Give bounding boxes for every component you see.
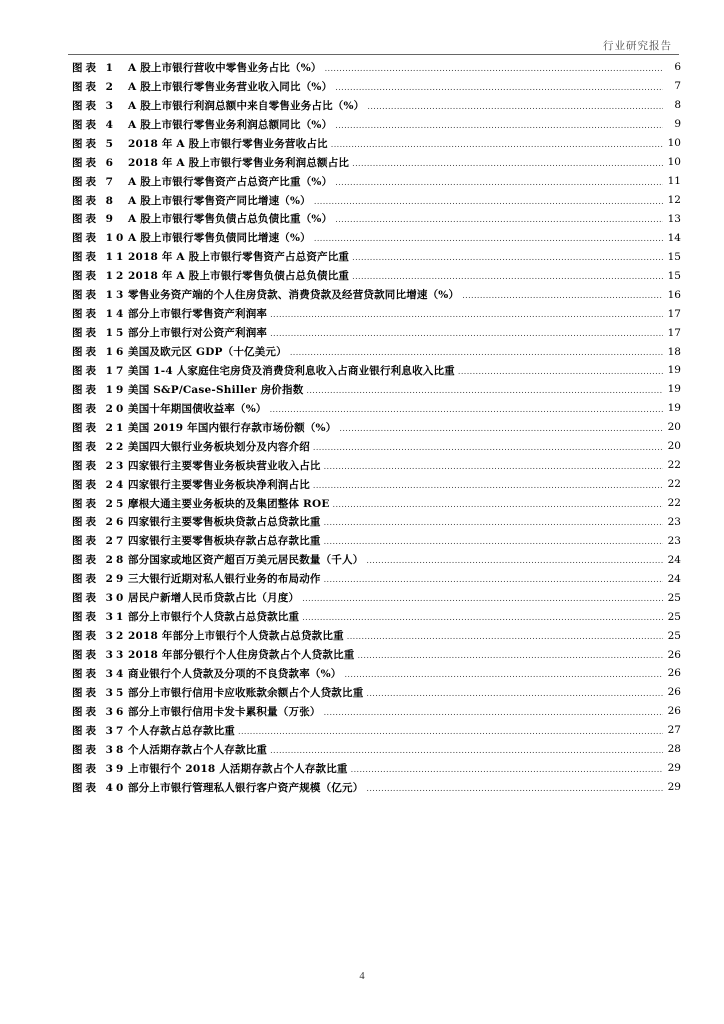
- toc-entry-page: 19: [667, 383, 681, 396]
- toc-entry-label: 图表 32: [72, 630, 127, 643]
- toc-entry-page: 26: [667, 705, 681, 718]
- toc-entry-title: 居民户新增人民币贷款占比（月度）: [128, 592, 300, 605]
- toc-entry-label: 图表 14: [72, 308, 127, 321]
- toc-entry[interactable]: [72, 96, 681, 115]
- toc-entry-title: A 股上市银行零售负债同比增速（%）: [128, 232, 311, 245]
- toc-entry[interactable]: [72, 228, 681, 247]
- toc-entry-page: 17: [667, 307, 681, 320]
- toc-entry-page: 10: [667, 156, 681, 169]
- toc-entry-title: 2018 年 A 股上市银行零售负债占总负债比重: [128, 270, 350, 283]
- toc-leader-dots: [306, 387, 663, 399]
- toc-entry-page: 13: [667, 212, 681, 225]
- toc-entry-label: 图表 7: [72, 175, 116, 188]
- toc-entry-page: 29: [667, 781, 681, 794]
- toc-entry-title: A 股上市银行零售资产同比增速（%）: [128, 194, 311, 207]
- toc-entry-title: 四家银行主要零售板块贷款占总贷款比重: [128, 516, 321, 529]
- toc-entry-page: 6: [674, 61, 681, 74]
- toc-entry[interactable]: [72, 191, 681, 210]
- toc-entry-page: 11: [667, 175, 681, 188]
- toc-entry-page: 22: [667, 478, 681, 491]
- toc-entry-page: 14: [667, 231, 681, 244]
- toc-entry[interactable]: [72, 550, 681, 569]
- toc-entry-label: 图表 40: [72, 781, 127, 794]
- toc-entry-title: 摩根大通主要业务板块的及集团整体 ROE: [128, 497, 330, 510]
- toc-entry-page: 19: [667, 402, 681, 415]
- toc-entry-title: 商业银行个人贷款及分项的不良贷款率（%）: [128, 667, 342, 680]
- header-rule: [68, 54, 679, 55]
- toc-entry[interactable]: [72, 399, 681, 418]
- toc-leader-dots: [367, 103, 663, 115]
- toc-entry[interactable]: [72, 323, 681, 342]
- toc-entry-page: 29: [667, 762, 681, 775]
- toc-entry-label: 图表 39: [72, 762, 127, 775]
- toc-entry-page: 28: [667, 743, 681, 756]
- toc-entry-label: 图表 9: [72, 213, 116, 226]
- toc-entry-label: 图表 2: [72, 80, 116, 93]
- toc-entry-page: 16: [667, 288, 681, 301]
- toc-entry-page: 27: [667, 724, 681, 737]
- toc-entry[interactable]: [72, 437, 681, 456]
- toc-entry[interactable]: [72, 77, 681, 96]
- toc-entry-label: 图表 29: [72, 573, 127, 586]
- toc-leader-dots: [333, 501, 663, 513]
- toc-entry-page: 9: [674, 118, 681, 131]
- toc-entry-label: 图表 25: [72, 497, 127, 510]
- toc-entry[interactable]: [72, 115, 681, 134]
- toc-entry-page: 25: [667, 629, 681, 642]
- toc-leader-dots: [335, 84, 663, 96]
- toc-entry-label: 图表 1: [72, 61, 116, 74]
- toc-entry-label: 图表 12: [72, 270, 127, 283]
- toc-leader-dots: [324, 576, 663, 588]
- toc-entry-label: 图表 3: [72, 99, 116, 112]
- toc-entry-title: 四家银行主要零售业务板块净利润占比: [128, 478, 310, 491]
- toc-leader-dots: [324, 519, 663, 531]
- toc-entry[interactable]: [72, 456, 681, 475]
- toc-entry-label: 图表 36: [72, 705, 127, 718]
- toc-entry-page: 25: [667, 610, 681, 623]
- toc-entry-page: 26: [667, 648, 681, 661]
- toc-leader-dots: [302, 614, 663, 626]
- toc-leader-dots: [270, 330, 663, 342]
- toc-entry-page: 15: [667, 269, 681, 282]
- toc-entry[interactable]: [72, 569, 681, 588]
- toc-leader-dots: [335, 122, 663, 134]
- toc-entry-page: 20: [667, 440, 681, 453]
- toc-entry-label: 图表 20: [72, 402, 127, 415]
- toc-entry-page: 26: [667, 686, 681, 699]
- toc-entry[interactable]: [72, 361, 681, 380]
- toc-entry-title: 部分上市银行对公资产利润率: [128, 327, 268, 340]
- toc-entry-label: 图表 37: [72, 724, 127, 737]
- toc-entry-title: 2018 年部分上市银行个人贷款占总贷款比重: [128, 630, 344, 643]
- toc-entry[interactable]: [72, 626, 681, 645]
- toc-leader-dots: [357, 652, 663, 664]
- toc-entry-label: 图表 30: [72, 592, 127, 605]
- toc-leader-dots: [335, 216, 663, 228]
- toc-entry-title: 2018 年 A 股上市银行零售业务营收占比: [128, 137, 328, 150]
- toc-entry[interactable]: [72, 778, 681, 797]
- toc-leader-dots: [270, 747, 663, 759]
- toc-entry-label: 图表 4: [72, 118, 116, 131]
- toc-entry[interactable]: [72, 342, 681, 361]
- toc-entry-title: 美国 2019 年国内银行存款市场份额（%）: [128, 421, 337, 434]
- toc-entry[interactable]: [72, 759, 681, 778]
- toc-entry[interactable]: [72, 285, 681, 304]
- toc-entry-label: 图表 11: [72, 251, 127, 264]
- toc-entry-page: 24: [667, 553, 681, 566]
- toc-entry-label: 图表 34: [72, 667, 127, 680]
- toc-leader-dots: [331, 141, 663, 153]
- toc-leader-dots: [352, 254, 663, 266]
- toc-entry-title: 个人存款占总存款比重: [128, 724, 235, 737]
- toc-entry-title: 零售业务资产端的个人住房贷款、消费贷款及经营贷款同比增速（%）: [128, 289, 460, 302]
- toc-entry-label: 图表 22: [72, 440, 127, 453]
- toc-entry-page: 17: [667, 326, 681, 339]
- toc-leader-dots: [313, 482, 663, 494]
- toc-entry-title: 美国及欧元区 GDP（十亿美元）: [128, 346, 287, 359]
- toc-entry-label: 图表 16: [72, 346, 127, 359]
- toc-leader-dots: [347, 633, 663, 645]
- toc-leader-dots: [270, 406, 663, 418]
- toc-entry[interactable]: [72, 513, 681, 532]
- toc-entry[interactable]: [72, 531, 681, 550]
- toc-entry-page: 22: [667, 497, 681, 510]
- toc-entry-page: 23: [667, 534, 681, 547]
- toc-entry-page: 26: [667, 667, 681, 680]
- toc-entry[interactable]: [72, 721, 681, 740]
- toc-entry[interactable]: [72, 210, 681, 229]
- toc-entry-label: 图表 13: [72, 289, 127, 302]
- toc-entry[interactable]: [72, 172, 681, 191]
- toc-entry[interactable]: [72, 134, 681, 153]
- toc-entry[interactable]: [72, 664, 681, 683]
- toc-entry[interactable]: [72, 740, 681, 759]
- toc-entry[interactable]: [72, 702, 681, 721]
- toc-entry[interactable]: [72, 380, 681, 399]
- page-number: 4: [359, 971, 365, 982]
- toc-entry-label: 图表 21: [72, 421, 127, 434]
- toc-entry-label: 图表 19: [72, 383, 127, 396]
- toc-entry-label: 图表 33: [72, 649, 127, 662]
- toc-entry[interactable]: [72, 304, 681, 323]
- toc-entry-label: 图表 27: [72, 535, 127, 548]
- toc-entry-title: A 股上市银行零售负债占总负债比重（%）: [128, 213, 333, 226]
- toc-leader-dots: [238, 728, 663, 740]
- toc-entry-label: 图表 23: [72, 459, 127, 472]
- toc-leader-dots: [366, 557, 663, 569]
- toc-entry-title: A 股上市银行零售业务利润总额同比（%）: [128, 118, 333, 131]
- toc-entry[interactable]: [72, 58, 681, 77]
- toc-entry-label: 图表 35: [72, 686, 127, 699]
- toc-entry-title: 部分国家或地区资产超百万美元居民数量（千人）: [128, 554, 364, 567]
- figure-index-list: [72, 58, 681, 797]
- toc-entry-title: 四家银行主要零售业务板块营业收入占比: [128, 459, 321, 472]
- toc-leader-dots: [352, 160, 663, 172]
- toc-entry-page: 25: [667, 591, 681, 604]
- toc-entry[interactable]: [72, 588, 681, 607]
- toc-entry-page: 22: [667, 459, 681, 472]
- toc-entry-title: 美国 1-4 人家庭住宅房贷及消费贷利息收入占商业银行利息收入比重: [128, 364, 455, 377]
- toc-entry-title: 部分上市银行信用卡应收账款余额占个人贷款比重: [128, 686, 364, 699]
- toc-entry-page: 10: [667, 137, 681, 150]
- toc-leader-dots: [335, 179, 663, 191]
- toc-leader-dots: [324, 538, 663, 550]
- toc-leader-dots: [351, 766, 663, 778]
- toc-entry-title: A 股上市银行利润总额中来自零售业务占比（%）: [128, 99, 365, 112]
- toc-entry[interactable]: [72, 247, 681, 266]
- toc-entry[interactable]: [72, 153, 681, 172]
- toc-leader-dots: [290, 349, 663, 361]
- toc-entry-title: 美国四大银行业务板块划分及内容介绍: [128, 440, 310, 453]
- toc-entry[interactable]: [72, 475, 681, 494]
- toc-leader-dots: [270, 311, 663, 323]
- toc-entry-label: 图表 26: [72, 516, 127, 529]
- report-header: 行业研究报告: [603, 40, 672, 52]
- toc-leader-dots: [344, 671, 663, 683]
- toc-entry-title: 四家银行主要零售板块存款占总存款比重: [128, 535, 321, 548]
- toc-leader-dots: [366, 785, 663, 797]
- toc-leader-dots: [324, 463, 663, 475]
- toc-leader-dots: [339, 425, 663, 437]
- toc-entry-page: 19: [667, 364, 681, 377]
- toc-entry-title: 三大银行近期对私人银行业务的布局动作: [128, 573, 321, 586]
- toc-leader-dots: [325, 65, 663, 77]
- toc-entry[interactable]: [72, 266, 681, 285]
- toc-entry-title: 部分上市银行信用卡发卡累积量（万张）: [128, 705, 321, 718]
- toc-leader-dots: [302, 595, 663, 607]
- toc-entry-page: 18: [667, 345, 681, 358]
- toc-entry[interactable]: [72, 607, 681, 626]
- toc-entry-page: 20: [667, 421, 681, 434]
- toc-entry-label: 图表 28: [72, 554, 127, 567]
- toc-entry-title: 2018 年 A 股上市银行零售资产占总资产比重: [128, 251, 350, 264]
- toc-entry-label: 图表 17: [72, 364, 127, 377]
- toc-entry-title: 美国 S&P/Case-Shiller 房价指数: [128, 383, 304, 396]
- toc-entry-title: 部分上市银行零售资产利润率: [128, 308, 268, 321]
- toc-entry-page: 8: [674, 99, 681, 112]
- toc-leader-dots: [462, 292, 663, 304]
- toc-leader-dots: [324, 709, 663, 721]
- toc-leader-dots: [313, 444, 663, 456]
- toc-entry[interactable]: [72, 645, 681, 664]
- toc-entry-label: 图表 8: [72, 194, 116, 207]
- toc-entry-page: 7: [674, 80, 681, 93]
- toc-leader-dots: [458, 368, 663, 380]
- toc-entry-page: 15: [667, 250, 681, 263]
- toc-entry-title: 2018 年部分银行个人住房贷款占个人贷款比重: [128, 649, 355, 662]
- toc-leader-dots: [314, 198, 663, 210]
- toc-entry-title: 美国十年期国债收益率（%）: [128, 402, 267, 415]
- toc-entry-title: A 股上市银行零售业务营业收入同比（%）: [128, 80, 333, 93]
- toc-entry-page: 23: [667, 515, 681, 528]
- toc-entry-title: A 股上市银行零售资产占总资产比重（%）: [128, 175, 333, 188]
- toc-entry-title: 上市银行个 2018 人活期存款占个人存款比重: [128, 762, 348, 775]
- toc-leader-dots: [352, 273, 663, 285]
- toc-entry-title: 2018 年 A 股上市银行零售业务利润总额占比: [128, 156, 350, 169]
- toc-entry-label: 图表 15: [72, 327, 127, 340]
- toc-entry-label: 图表 10: [72, 232, 127, 245]
- toc-entry-title: A 股上市银行营收中零售业务占比（%）: [128, 61, 322, 74]
- toc-entry[interactable]: [72, 418, 681, 437]
- toc-entry-title: 部分上市银行个人贷款占总贷款比重: [128, 611, 300, 624]
- toc-leader-dots: [366, 690, 663, 702]
- toc-entry[interactable]: [72, 494, 681, 513]
- toc-entry-label: 图表 6: [72, 156, 116, 169]
- toc-entry-page: 24: [667, 572, 681, 585]
- toc-leader-dots: [314, 235, 663, 247]
- toc-entry-title: 部分上市银行管理私人银行客户资产规模（亿元）: [128, 781, 364, 794]
- toc-entry-label: 图表 31: [72, 611, 127, 624]
- toc-entry-title: 个人活期存款占个人存款比重: [128, 743, 268, 756]
- toc-entry-label: 图表 38: [72, 743, 127, 756]
- toc-entry-label: 图表 24: [72, 478, 127, 491]
- toc-entry[interactable]: [72, 683, 681, 702]
- toc-entry-page: 12: [667, 194, 681, 207]
- toc-entry-label: 图表 5: [72, 137, 116, 150]
